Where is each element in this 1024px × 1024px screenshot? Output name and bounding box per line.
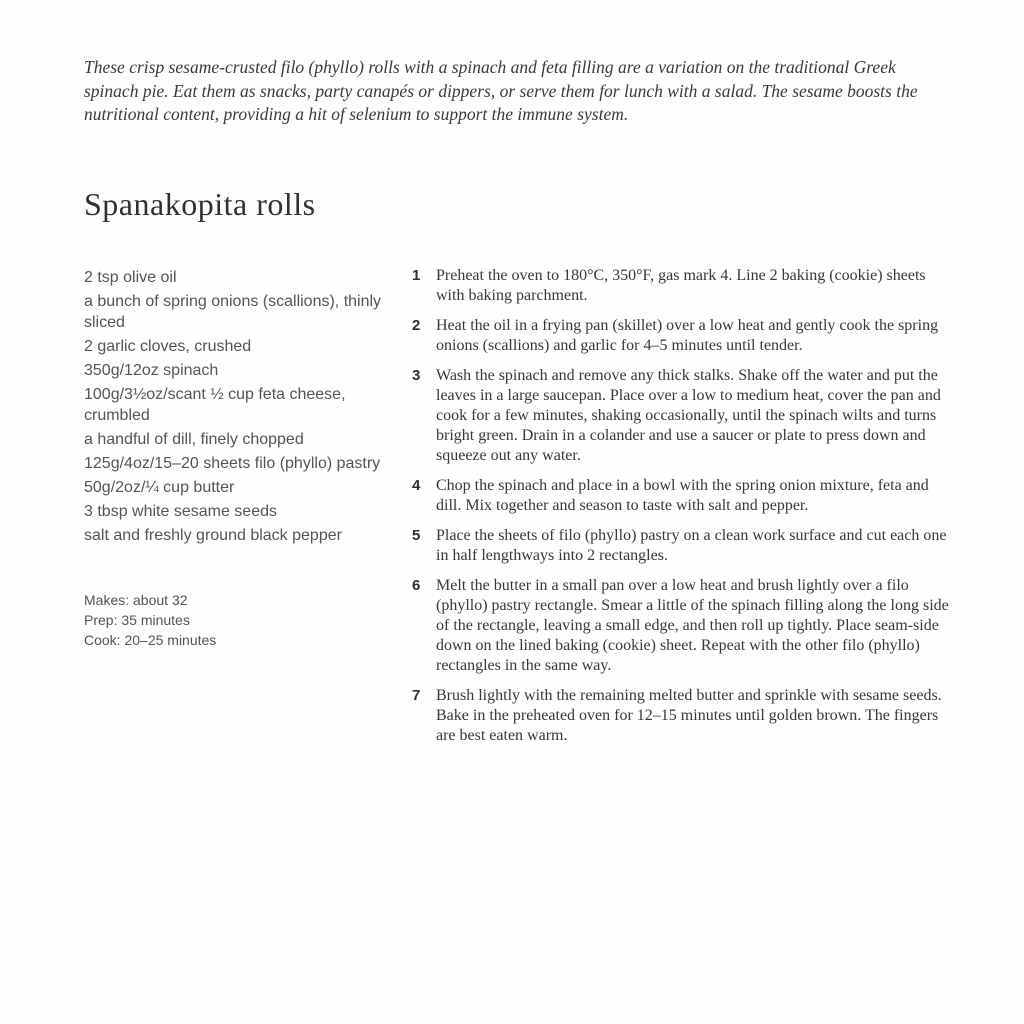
ingredient-item: salt and freshly ground black pepper	[84, 527, 342, 544]
ingredient-item: 100g/3½oz/scant ½ cup feta cheese, crumbled	[84, 386, 346, 424]
ingredient-item: 125g/4oz/15–20 sheets filo (phyllo) pastry	[84, 455, 381, 472]
recipe-meta	[84, 590, 216, 650]
meta-line: Cook: 20–25 minutes	[84, 632, 217, 648]
method-step	[412, 266, 952, 306]
meta-line: Prep: 35 minutes	[84, 612, 190, 628]
step-number: 5	[412, 527, 421, 544]
method-steps	[412, 266, 952, 756]
step-number: 4	[412, 477, 421, 494]
method-step	[412, 686, 952, 746]
method-step	[412, 576, 952, 676]
ingredient-item: 2 garlic cloves, crushed	[84, 338, 252, 355]
step-text: Chop the spinach and place in a bowl with the spring onion mixture, feta and dill. Mix together and season to taste with salt and pepper.	[436, 477, 929, 514]
recipe-title: Spanakopita rolls	[84, 186, 316, 222]
method-step	[412, 526, 952, 566]
step-text: Melt the butter in a small pan over a low heat and brush lightly over a filo (phyllo) pastry rectangle. Smear a little of the spinach filling along the long side of the rectangle, leaving a small edge, and then roll up tightly. Place seam-side down on the lined baking (cookie) sheet. Repeat with the other filo (phyllo) rectangles in the same way.	[436, 577, 949, 674]
ingredient-item: 2 tsp olive oil	[84, 269, 177, 286]
step-number: 6	[412, 577, 421, 594]
step-text: Wash the spinach and remove any thick stalks. Shake off the water and put the leaves in a large saucepan. Place over a low to medium heat, cover the pan and cook for a few minutes, shaking occasionally, until the spinach wilts and turns bright green. Drain in a colander and use a saucer or plate to press down and squeeze out any water.	[436, 367, 941, 464]
step-number: 2	[412, 317, 421, 334]
method-step	[412, 366, 952, 466]
step-number: 3	[412, 367, 421, 384]
ingredient-item: 350g/12oz spinach	[84, 362, 219, 379]
ingredients-list	[84, 267, 384, 549]
method-step	[412, 476, 952, 516]
step-text: Brush lightly with the remaining melted butter and sprinkle with sesame seeds. Bake in the preheated oven for 12–15 minutes until golden brown. The fingers are best eaten warm.	[436, 687, 942, 744]
ingredient-item: 3 tbsp white sesame seeds	[84, 503, 277, 520]
ingredient-item: 50g/2oz/¼ cup butter	[84, 479, 235, 496]
step-number: 1	[412, 267, 421, 284]
ingredient-item: a handful of dill, finely chopped	[84, 431, 304, 448]
step-text: Preheat the oven to 180°C, 350°F, gas mark 4. Line 2 baking (cookie) sheets with baking parchment.	[436, 267, 926, 304]
step-text: Heat the oil in a frying pan (skillet) over a low heat and gently cook the spring onions (scallions) and garlic for 4–5 minutes until tender.	[436, 317, 939, 354]
meta-line: Makes: about 32	[84, 592, 188, 608]
step-number: 7	[412, 687, 421, 704]
method-step	[412, 316, 952, 356]
recipe-intro: These crisp sesame-crusted filo (phyllo) rolls with a spinach and feta filling are a variation on the traditional Greek spinach pie. Eat them as snacks, party canapés or dippers, or serve them for lunch with a salad. The sesame boosts the nutritional content, providing a hit of selenium to support the immune system.	[84, 57, 918, 124]
ingredient-item: a bunch of spring onions (scallions), thinly sliced	[84, 293, 382, 331]
step-text: Place the sheets of filo (phyllo) pastry on a clean work surface and cut each one in half lengthways into 2 rectangles.	[436, 527, 947, 564]
